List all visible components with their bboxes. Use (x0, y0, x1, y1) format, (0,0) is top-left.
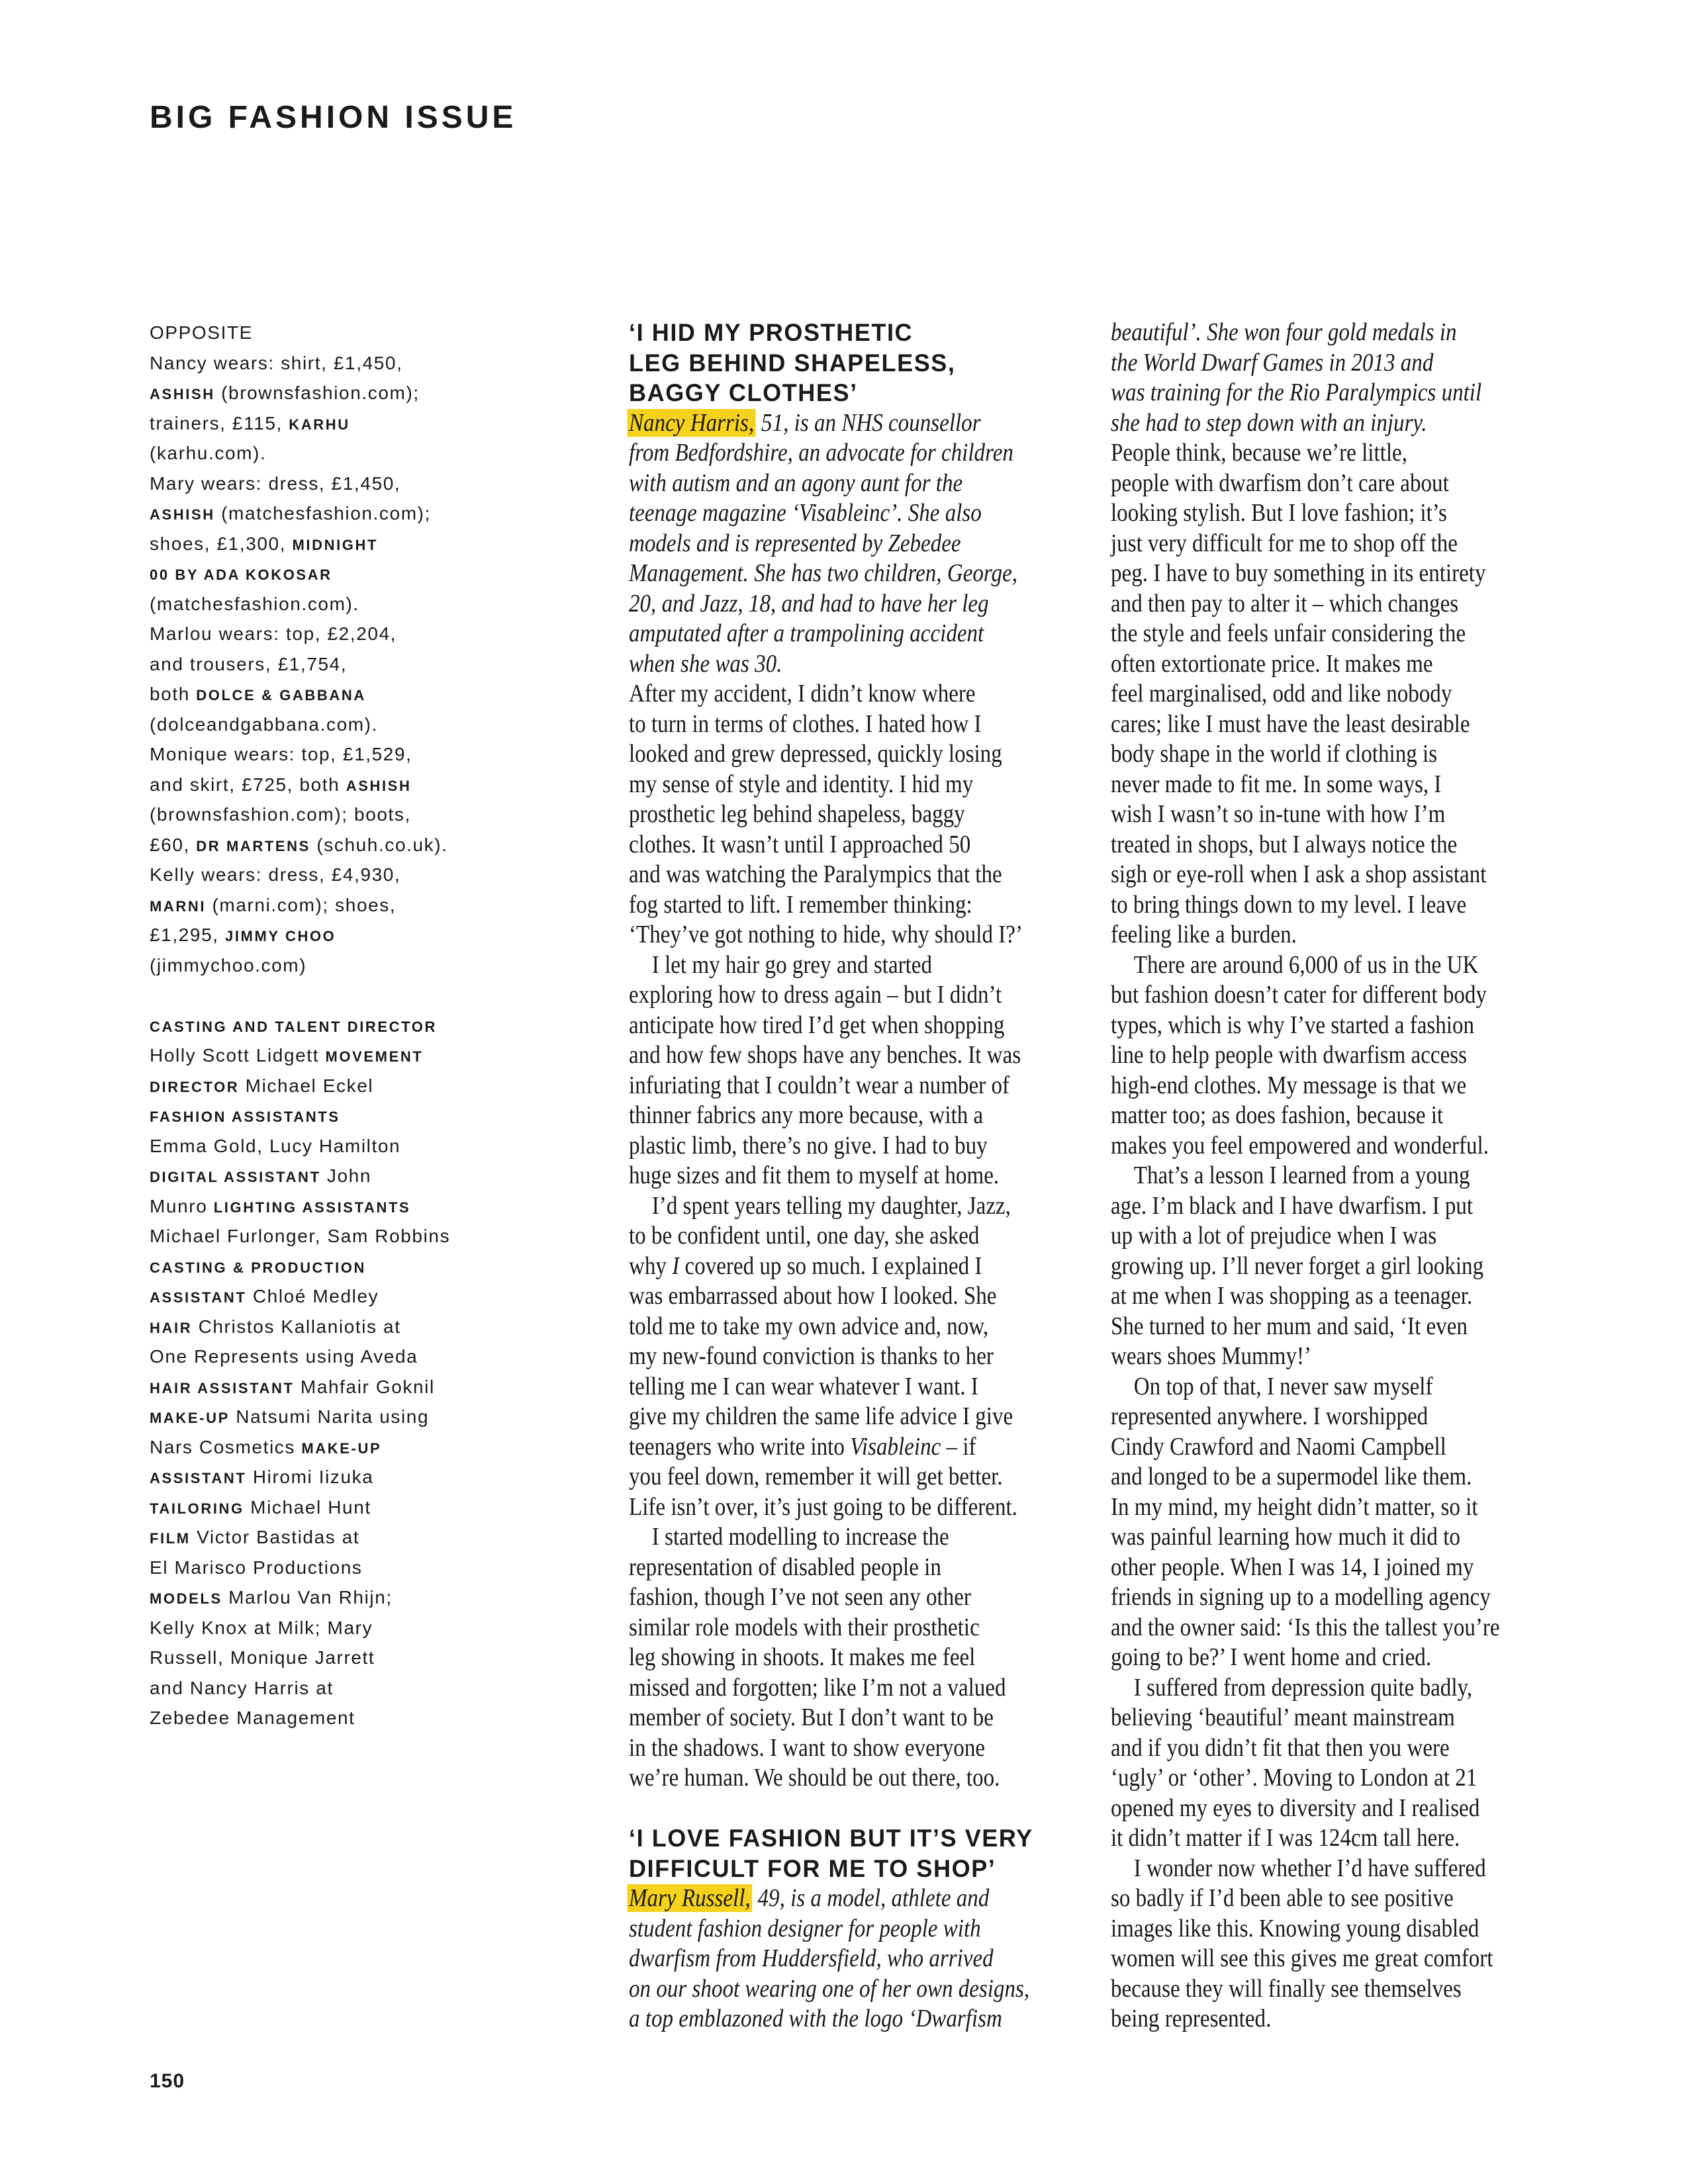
text-segment: Munro (150, 1195, 214, 1216)
text-line: huge sizes and fit them to myself at home. (629, 1161, 1000, 1189)
text-line: cares; like I must have the least desirable (1111, 709, 1470, 738)
section-title: BIG FASHION ISSUE (150, 100, 517, 135)
text-line (150, 1191, 450, 1222)
brand-label: MARNI (150, 897, 207, 915)
text-line: and how few shops have any benches. It was (629, 1041, 1021, 1069)
text-line: BAGGY CLOTHES’ (629, 379, 858, 406)
text-line (150, 799, 450, 830)
brand-label: ASHISH (150, 386, 215, 402)
text-segment: (jimmychoo.com) (150, 954, 307, 976)
text-segment: why (629, 1251, 673, 1280)
text-segment: Holly Scott Lidgett (150, 1045, 326, 1066)
text-segment: (marni.com); shoes, (206, 894, 397, 915)
text-line (150, 1251, 450, 1282)
text-line: In my mind, my height didn’t matter, so it (1111, 1492, 1478, 1521)
text-segment: Zebedee Management (150, 1707, 355, 1728)
brand-label: MODELS (150, 1590, 222, 1607)
text-line (150, 890, 450, 921)
text-line: peg. I have to buy something in its entirety (1111, 559, 1486, 587)
text-segment: (matchesfashion.com). (150, 593, 359, 614)
brand-label: ASSISTANT (150, 1470, 247, 1486)
brand-label: FILM (150, 1530, 191, 1547)
text-line: Cindy Crawford and Naomi Campbell (1111, 1432, 1446, 1461)
text-line (150, 619, 450, 649)
text-line: with autism and an agony aunt for the (629, 469, 963, 497)
article-heading (629, 1823, 1033, 1884)
body-paragraph (629, 950, 1029, 1191)
body-paragraph (1111, 1161, 1500, 1372)
text-segment: John (320, 1165, 371, 1186)
text-line: being represented. (1111, 2005, 1272, 2032)
text-line: on our shoot wearing one of her own designs, (629, 1974, 1030, 2003)
profile-intro (629, 1884, 1029, 2034)
text-segment: (matchesfashion.com); (214, 503, 431, 523)
text-line: we’re human. We should be out there, too. (629, 1764, 1000, 1792)
text-line: She turned to her mum and said, ‘It even (1111, 1312, 1468, 1340)
text-line: opened my eyes to diversity and I realised (1111, 1794, 1480, 1822)
text-line (150, 408, 450, 439)
text-line (629, 1432, 1029, 1463)
profile-intro (1111, 318, 1500, 438)
text-line: from Bedfordshire, an advocate for children (629, 439, 1013, 467)
text-segment: and Nancy Harris at (150, 1677, 334, 1698)
text-line: wish I wasn’t so in-tune with how I’m (1111, 800, 1446, 828)
text-line: images like this. Knowing young disabled (1111, 1914, 1479, 1942)
text-line: feeling like a burden. (1111, 921, 1297, 948)
text-line: my new-found conviction is thanks to her (629, 1342, 994, 1370)
brand-label: MIDNIGHT (292, 536, 379, 553)
brand-label: ASHISH (150, 506, 215, 523)
text-line: exploring how to dress again – but I didn’t (629, 981, 1002, 1009)
text-line: Management. She has two children, George, (629, 559, 1018, 587)
text-line: body shape in the world if clothing is (1111, 740, 1438, 768)
text-segment: Mahfair Goknil (294, 1376, 435, 1397)
text-line: people with dwarfism don’t care about (1111, 469, 1449, 497)
text-segment: (schuh.co.uk). (310, 834, 448, 855)
text-line: ‘I LOVE FASHION BUT IT’S VERY (629, 1825, 1033, 1852)
text-segment: Marlou Van Rhijn; (222, 1587, 393, 1608)
body-paragraph (629, 679, 1029, 950)
text-line: was painful learning how much it did to (1111, 1523, 1460, 1551)
text-line (150, 378, 450, 408)
text-line: and the owner said: ‘Is this the tallest you’re (1111, 1613, 1500, 1641)
brand-label: HAIR ASSISTANT (150, 1379, 295, 1396)
body-paragraph (1111, 950, 1500, 1161)
text-line (150, 649, 450, 680)
brand-label: HAIR (150, 1319, 193, 1336)
brand-label: MAKE-UP (301, 1439, 382, 1457)
text-segment: Visableinc (850, 1432, 941, 1461)
text-line: I let my hair go grey and started (651, 950, 933, 979)
text-line: I’d spent years telling my daughter, Jazz, (651, 1191, 1011, 1220)
text-line: fashion, though I’ve not seen any other (629, 1583, 971, 1611)
text-line: anticipate how tired I’d get when shopping (629, 1011, 1005, 1039)
text-line: models and is represented by Zebedee (629, 529, 961, 557)
text-line: the World Dwarf Games in 2013 and (1111, 348, 1434, 377)
text-line: age. I’m black and I have dwarfism. I put (1111, 1191, 1474, 1220)
text-line (150, 1011, 450, 1041)
profile-intro (629, 408, 1029, 680)
text-line (150, 1703, 450, 1733)
text-line: was embarrassed about how I looked. She (629, 1282, 997, 1310)
text-segment: (brownsfashion.com); (214, 383, 420, 403)
body-paragraph (1111, 438, 1500, 950)
text-line: it didn’t matter if I was 124cm tall here. (1111, 1824, 1460, 1852)
text-line (150, 318, 450, 348)
text-line (150, 830, 450, 860)
text-line (150, 1101, 450, 1131)
text-line: told me to take my own advice and, now, (629, 1312, 989, 1340)
photo-credits-column (150, 318, 450, 1733)
text-segment: £1,295, (150, 925, 225, 945)
body-paragraph (1111, 1372, 1500, 1673)
text-segment: (karhu.com). (150, 443, 267, 463)
text-segment: (brownsfashion.com); boots, (150, 804, 411, 825)
text-segment: Russell, Monique Jarrett (150, 1647, 375, 1668)
body-paragraph (1111, 1854, 1500, 2034)
text-line: DIFFICULT FOR ME TO SHOP’ (629, 1854, 996, 1882)
text-segment: Kelly wears: dress, £4,930, (150, 864, 401, 885)
text-line: wears shoes Mummy!’ (1111, 1342, 1312, 1370)
text-line: member of society. But I don’t want to be (629, 1704, 994, 1731)
text-line (629, 1251, 1029, 1282)
highlighted-name: Nancy Harris, (627, 409, 755, 437)
text-line (150, 1312, 450, 1342)
text-line: she had to step down with an injury. (1111, 408, 1427, 437)
text-line: Life isn’t over, it’s just going to be different. (629, 1492, 1017, 1521)
text-line: There are around 6,000 of us in the UK (1133, 950, 1479, 979)
text-line: friends in signing up to a modelling agency (1111, 1583, 1491, 1611)
text-segment: Michael Furlonger, Sam Robbins (150, 1226, 451, 1246)
text-line: believing ‘beautiful’ meant mainstream (1111, 1704, 1455, 1731)
brand-label: MOVEMENT (325, 1048, 424, 1065)
article-heading (629, 318, 1029, 408)
text-line: fog started to lift. I remember thinking: (629, 890, 972, 919)
text-line (150, 770, 450, 800)
text-line: ‘ugly’ or ‘other’. Moving to London at 21 (1111, 1764, 1477, 1792)
text-segment: Chloé Medley (246, 1286, 379, 1306)
text-segment: teenagers who write into (629, 1432, 851, 1461)
text-line: looked and grew depressed, quickly losing (629, 740, 1002, 768)
text-line: sigh or eye-roll when I ask a shop assistant (1111, 860, 1487, 888)
text-segment: I (672, 1251, 680, 1280)
text-line: high-end clothes. My message is that we (1111, 1071, 1467, 1099)
text-line (150, 1462, 450, 1492)
text-line: so badly if I’d been able to see positive (1111, 1884, 1454, 1912)
text-line: and longed to be a supermodel like them. (1111, 1463, 1472, 1490)
text-line: clothes. It wasn’t until I approached 50 (629, 830, 971, 858)
brand-label: CASTING & PRODUCTION (150, 1259, 366, 1276)
text-line: because they will finally see themselves (1111, 1974, 1462, 2003)
text-line: telling me I can wear whatever I want. I (629, 1372, 978, 1400)
text-line: People think, because we’re little, (1111, 439, 1407, 467)
text-line (629, 408, 1029, 439)
text-segment: Nars Cosmetics (150, 1436, 302, 1457)
text-line (150, 529, 450, 559)
text-line: represented anywhere. I worshipped (1111, 1402, 1429, 1430)
text-line: my sense of style and identity. I hid my (629, 770, 974, 798)
text-segment: covered up so much. I explained I (679, 1251, 982, 1280)
text-line (150, 438, 450, 469)
text-line: ‘I HID MY PROSTHETIC (629, 319, 914, 346)
brand-label: ASSISTANT (150, 1289, 247, 1306)
text-line: thinner fabrics any more because, with a (629, 1101, 984, 1129)
text-line: student fashion designer for people with (629, 1914, 981, 1942)
text-line: going to be?’ I went home and cried. (1111, 1643, 1432, 1671)
text-line: and was watching the Paralympics that the (629, 860, 1002, 888)
text-segment: Kelly Knox at Milk; Mary (150, 1617, 373, 1638)
body-paragraph (629, 1522, 1029, 1794)
text-line (150, 709, 450, 740)
text-line: missed and forgotten; like I’m not a valued (629, 1673, 1006, 1702)
text-segment: One Represents using Aveda (150, 1346, 418, 1367)
text-line: line to help people with dwarfism access (1111, 1041, 1467, 1069)
text-segment: – if (941, 1432, 976, 1461)
brand-label: LIGHTING ASSISTANTS (213, 1199, 411, 1216)
brand-label: FASHION ASSISTANTS (150, 1109, 340, 1125)
text-segment: Mary wears: dress, £1,450, (150, 473, 401, 494)
text-line (150, 1221, 450, 1251)
text-segment: 51, is an NHS counsellor (755, 408, 981, 437)
text-line: to turn in terms of clothes. I hated how I (629, 709, 982, 738)
brand-label: DIRECTOR (150, 1078, 240, 1095)
text-line (150, 559, 450, 589)
text-segment: Nancy wears: shirt, £1,450, (150, 352, 403, 373)
brand-label: DOLCE & GABBANA (196, 687, 366, 704)
text-line: at me when I was shopping as a teenager. (1111, 1282, 1473, 1310)
text-line (150, 1582, 450, 1613)
text-segment: Hiromi Iizuka (246, 1467, 374, 1487)
text-line: to bring things down to my level. I leave (1111, 890, 1467, 919)
highlighted-name: Mary Russell, (627, 1884, 752, 1912)
text-line (150, 1613, 450, 1643)
text-line: On top of that, I never saw myself (1133, 1372, 1433, 1400)
text-line: often extortionate price. It makes me (1111, 649, 1433, 678)
text-line (629, 1884, 1029, 1914)
text-line (150, 1372, 450, 1402)
text-segment: Michael Eckel (239, 1075, 374, 1096)
text-line: similar role models with their prosthetic (629, 1613, 980, 1641)
text-line: matter too; as does fashion, because it (1111, 1101, 1444, 1129)
brand-label: DR MARTENS (196, 837, 310, 854)
text-line: was training for the Rio Paralympics until (1111, 379, 1482, 406)
text-segment: Emma Gold, Lucy Hamilton (150, 1135, 401, 1156)
text-line: you feel down, remember it will get better. (629, 1463, 1003, 1490)
text-line: when she was 30. (629, 649, 782, 678)
text-line (150, 860, 450, 890)
text-line: I suffered from depression quite badly, (1133, 1673, 1473, 1702)
text-segment: £60, (150, 834, 197, 855)
text-line: just very difficult for me to shop off the (1111, 529, 1458, 557)
brand-label: DIGITAL ASSISTANT (150, 1169, 321, 1185)
text-line (150, 1131, 450, 1161)
text-line (150, 950, 450, 981)
text-segment: shoes, £1,300, (150, 533, 293, 554)
text-line (150, 469, 450, 499)
page-number: 150 (150, 2070, 185, 2092)
text-line: LEG BEHIND SHAPELESS, (629, 349, 956, 377)
text-line: growing up. I’ll never forget a girl looking (1111, 1251, 1484, 1280)
text-line: infuriating that I couldn’t wear a number of (629, 1071, 1010, 1099)
text-line: looking stylish. But I love fashion; it’s (1111, 499, 1447, 527)
text-line: other people. When I was 14, I joined my (1111, 1553, 1474, 1581)
text-line: types, which is why I’ve started a fashion (1111, 1011, 1475, 1039)
text-line: amputated after a trampolining accident (629, 619, 984, 647)
article-column-middle (629, 318, 1033, 2034)
body-paragraph (629, 1191, 1029, 1523)
text-line: 20, and Jazz, 18, and had to have her leg (629, 589, 989, 617)
text-line (150, 920, 450, 950)
text-line: feel marginalised, odd and like nobody (1111, 680, 1452, 707)
text-line: After my accident, I didn’t know where (629, 680, 976, 707)
text-line: never made to fit me. In some ways, I (1111, 770, 1442, 798)
text-segment: Michael Hunt (244, 1496, 371, 1518)
text-line (150, 1342, 450, 1372)
text-line: ‘They’ve got nothing to hide, why should I?’ (629, 921, 1023, 948)
text-line: beautiful’. She won four gold medals in (1111, 318, 1457, 346)
text-line: a top emblazoned with the logo ‘Dwarfism (629, 2005, 1002, 2032)
text-segment: and skirt, £725, both (150, 774, 346, 795)
text-line: leg showing in shoots. It makes me feel (629, 1643, 976, 1671)
text-line: the style and feels unfair considering the (1111, 619, 1466, 647)
text-line (150, 1161, 450, 1191)
text-line (150, 1553, 450, 1583)
text-line: and then pay to alter it – which changes (1111, 589, 1459, 617)
brand-label: MAKE-UP (150, 1410, 230, 1426)
text-segment: Monique wears: top, £1,529, (150, 744, 412, 764)
brand-label: CASTING AND TALENT DIRECTOR (150, 1018, 438, 1035)
text-line (150, 1643, 450, 1673)
text-line (150, 1432, 450, 1463)
text-line (150, 1281, 450, 1312)
text-segment: Victor Bastidas at (190, 1527, 360, 1547)
text-line: That’s a lesson I learned from a young (1133, 1161, 1470, 1189)
text-segment: OPPOSITE (150, 322, 253, 343)
text-line: women will see this gives me great comfort (1111, 1944, 1493, 1972)
text-line (150, 1402, 450, 1432)
text-line: in the shadows. I want to show everyone (629, 1733, 986, 1762)
text-line: teenage magazine ‘Visableinc’. She also (629, 499, 982, 527)
text-line (150, 1040, 450, 1071)
text-segment: Natsumi Narita using (229, 1406, 430, 1427)
brand-label: JIMMY CHOO (225, 928, 336, 944)
text-line: give my children the same life advice I give (629, 1402, 1013, 1430)
brand-label: KARHU (289, 416, 350, 433)
text-segment: 49, is a model, athlete and (752, 1884, 990, 1912)
brand-label: ASHISH (346, 777, 412, 794)
text-line: I wonder now whether I’d have suffered (1133, 1854, 1486, 1882)
text-line: to be confident until, one day, she asked (629, 1222, 980, 1250)
text-line (150, 348, 450, 379)
text-line (150, 1522, 450, 1553)
text-line: representation of disabled people in (629, 1553, 941, 1581)
text-line (150, 980, 450, 1011)
text-line: and if you didn’t fit that then you were (1111, 1733, 1450, 1762)
text-line (150, 739, 450, 770)
text-line: treated in shops, but I always notice the (1111, 830, 1458, 858)
text-line: but fashion doesn’t cater for different body (1111, 981, 1487, 1009)
brand-label: TAILORING (150, 1500, 244, 1517)
text-line: up with a lot of prejudice when I was (1111, 1222, 1437, 1250)
text-segment: trainers, £115, (150, 412, 289, 433)
text-line (150, 589, 450, 619)
article-column-right (1111, 318, 1500, 2034)
body-paragraph (1111, 1673, 1500, 1854)
text-line: plastic limb, there’s no give. I had to buy (629, 1131, 988, 1160)
brand-label: 00 BY ADA KOKOSAR (150, 567, 332, 583)
text-segment: (dolceandgabbana.com). (150, 713, 378, 735)
text-line: prosthetic leg behind shapeless, baggy (629, 800, 965, 828)
text-line (150, 1673, 450, 1704)
text-segment: both (150, 684, 197, 704)
spacer (629, 1794, 1029, 1824)
text-line: I started modelling to increase the (651, 1523, 949, 1551)
text-line: dwarfism from Huddersfield, who arrived (629, 1944, 994, 1972)
text-line (150, 498, 450, 529)
text-line (150, 679, 450, 709)
text-line (150, 1071, 450, 1101)
text-segment: and trousers, £1,754, (150, 653, 348, 674)
text-line (150, 1492, 450, 1523)
text-segment: Marlou wears: top, £2,204, (150, 623, 397, 644)
text-line: makes you feel empowered and wonderful. (1111, 1131, 1489, 1160)
text-segment: Christos Kallaniotis at (192, 1316, 401, 1337)
text-segment: El Marisco Productions (150, 1557, 363, 1578)
